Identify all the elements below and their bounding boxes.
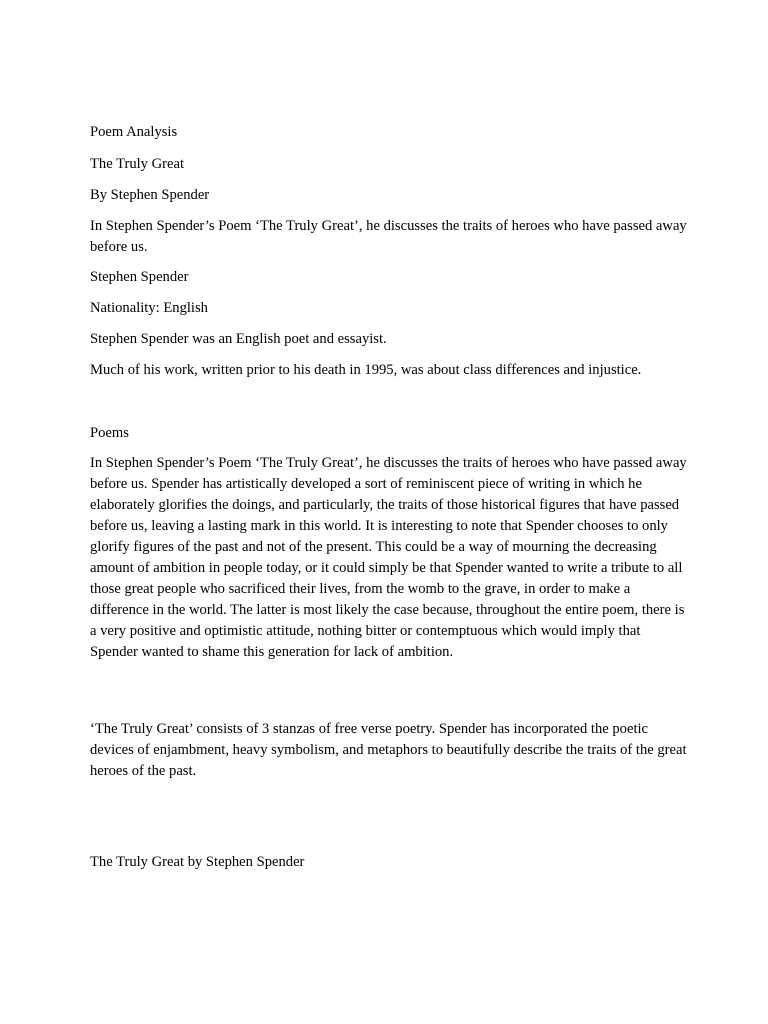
poet-name: Stephen Spender bbox=[90, 269, 189, 285]
poet-work: Much of his work, written prior to his death in 1995, was about class differences and injustice. bbox=[90, 362, 642, 378]
poet-description: Stephen Spender was an English poet and essayist. bbox=[90, 331, 387, 347]
document-heading: Poem Analysis bbox=[90, 124, 178, 140]
byline: By Stephen Spender bbox=[90, 187, 210, 203]
poems-heading: Poems bbox=[90, 425, 129, 441]
poet-nationality: Nationality: English bbox=[90, 300, 208, 316]
poems-paragraph-1: In Stephen Spender’s Poem ‘The Truly Great’, he discusses the traits of heroes who have passed away before us. Spender has artistically developed a sort of reminiscent piece of writing in which he elaborately glorifies the doings, and particularly, the traits of those historical figures that have passed before us, leaving a lasting mark in this world. It is interesting to note that Spender chooses to only glorify figures of the past and not of the present. This could be a way of mourning the decreasing amount of ambition in people today, or it could simply be that Spender wanted to write a tribute to all those great people who sacrificed their lives, from the womb to the grave, in order to make a difference in the world. The latter is most likely the case because, throughout the entire poem, there is a very positive and optimistic attitude, nothing bitter or contemptuous which would imply that Spender wanted to shame this generation for lack of ambition. bbox=[90, 455, 687, 660]
intro-paragraph: In Stephen Spender’s Poem ‘The Truly Great’, he discusses the traits of heroes who have passed away before us. bbox=[90, 218, 687, 255]
poem-title: The Truly Great bbox=[90, 156, 185, 172]
footer-title: The Truly Great by Stephen Spender bbox=[90, 854, 305, 870]
poems-paragraph-2: ‘The Truly Great’ consists of 3 stanzas of free verse poetry. Spender has incorporated the poetic devices of enjambment, heavy symbolism, and metaphors to beautifully describe the traits of the great heroes of the past. bbox=[90, 721, 687, 779]
